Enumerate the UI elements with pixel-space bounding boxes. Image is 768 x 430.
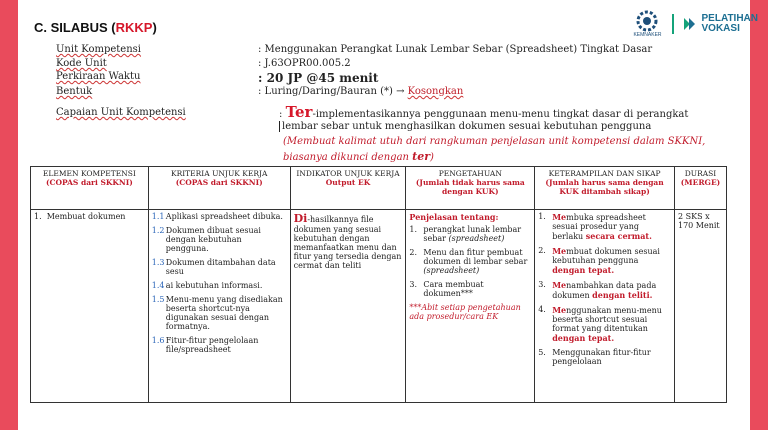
- table-row: [31, 210, 727, 403]
- rkkp-code: RKKP: [115, 20, 153, 35]
- info-row-unit: Unit Kompetensi : Menggunakan Perangkat Lunak Lembar Sebar (Spreadsheet) Tingkat Dasar: [56, 44, 653, 55]
- list-item: 2. Membuat dokumen sesuai kebutuhan pengguna dengan tepat.: [538, 246, 660, 275]
- list-item: 1.1 Aplikasi spreadsheet dibuka.: [151, 212, 283, 221]
- header-pengetahuan: PENGETAHUAN (Jumlah tidak harus sama dengan KUK): [406, 167, 535, 210]
- info-row-kode: Kode Unit : J.63OPR00.005.2: [56, 58, 351, 69]
- capaian-line-2: lembar sebar untuk menghasilkan dokumen sesuai kebutuhan pengguna: [279, 121, 651, 132]
- header-elemen: ELEMEN KOMPETENSI (COPAS dari SKKNI): [31, 167, 149, 210]
- header-kuk: KRITERIA UNJUK KERJA (COPAS dari SKKNI): [148, 167, 290, 210]
- list-item: 1. Membuka spreadsheet sesuai prosedur yang berlaku secara cermat.: [538, 212, 652, 241]
- capaian-line-1: : Ter-implementasikannya penggunaan menu-menu tingkat dasar di perangkat: [279, 103, 689, 121]
- info-row-waktu: Perkiraan Waktu : 20 JP @45 menit: [56, 71, 379, 85]
- table-header-row: [31, 167, 727, 210]
- list-item: 3. Menambahkan data pada dokumen dengan teliti.: [538, 280, 657, 300]
- list-item: 1.5 Menu-menu yang disediakan beserta shortcut-nya digunakan sesuai dengan formatnya.: [151, 295, 283, 331]
- info-row-bentuk: Bentuk : Luring/Daring/Bauran (*) → Kosongkan: [56, 86, 464, 97]
- list-item: 1.4 ai kebutuhan informasi.: [151, 281, 263, 290]
- list-item: 1.3 Dokumen ditambahan data sesu: [151, 258, 276, 276]
- header-keterampilan: KETERAMPILAN DAN SIKAP (Jumlah harus sama dengan KUK ditambah sikap): [535, 167, 675, 210]
- cell-kuk: [148, 210, 290, 403]
- kemnaker-logo: KEMNAKER: [633, 10, 661, 38]
- cell-keterampilan: [535, 210, 675, 403]
- list-item: 5. Menggunakan fitur-fitur pengelolaan: [538, 348, 651, 366]
- pelatihan-vokasi-logo: PELATIHAN VOKASI: [672, 14, 758, 34]
- cell-elemen: 1. Membuat dokumen: [31, 210, 149, 403]
- header-indikator: INDIKATOR UNJUK KERJA Output EK: [290, 167, 406, 210]
- list-item: 3. Cara membuat dokumen***: [409, 280, 484, 298]
- cell-pengetahuan: Penjelasan tentang: 1. perangkat lunak lembar sebar (spreadsheet) 2. Menu dan fitur pembuat dokumen di lembar sebar (spreadsheet) 3. Cara membuat dokumen*** ***Abit setiap pengetahuan ada prosedur/cara EK: [406, 210, 535, 403]
- kemnaker-gear-icon: [636, 10, 658, 32]
- capaian-note-1: (Membuat kalimat utuh dari rangkuman penjelasan unit kompetensi dalam SKKNI,: [283, 136, 706, 147]
- logos: [633, 6, 758, 42]
- section-title: C. SILABUS (RKKP): [34, 20, 157, 35]
- list-item: 1.6 Fitur-fitur pengelolaan file/spreadsheet: [151, 336, 259, 354]
- capaian-note-2: biasanya dikunci dengan ter): [283, 150, 434, 163]
- header-durasi: DURASI (MERGE): [674, 167, 726, 210]
- silabus-table: [30, 166, 727, 403]
- cell-indikator: Di-hasilkannya file dokumen yang sesuai kebutuhan dengan memanfaatkan menu dan fitur yang tersedia dengan cermat dan teliti: [290, 210, 406, 403]
- list-item: 4. Menggunakan menu-menu beserta shortcut sesuai format yang ditentukan dengan tepat.: [538, 305, 662, 343]
- cell-durasi: 2 SKS x 170 Menit: [674, 210, 726, 403]
- list-item: 2. Menu dan fitur pembuat dokumen di lembar sebar (spreadsheet): [409, 248, 528, 275]
- vokasi-arrow-icon: [682, 16, 698, 32]
- list-item: 1.2 Dokumen dibuat sesuai dengan kebutuhan pengguna.: [151, 226, 261, 253]
- info-row-capaian: Capaian Unit Kompetensi: [56, 107, 186, 118]
- list-item: 1. perangkat lunak lembar sebar (spreadsheet): [409, 225, 522, 243]
